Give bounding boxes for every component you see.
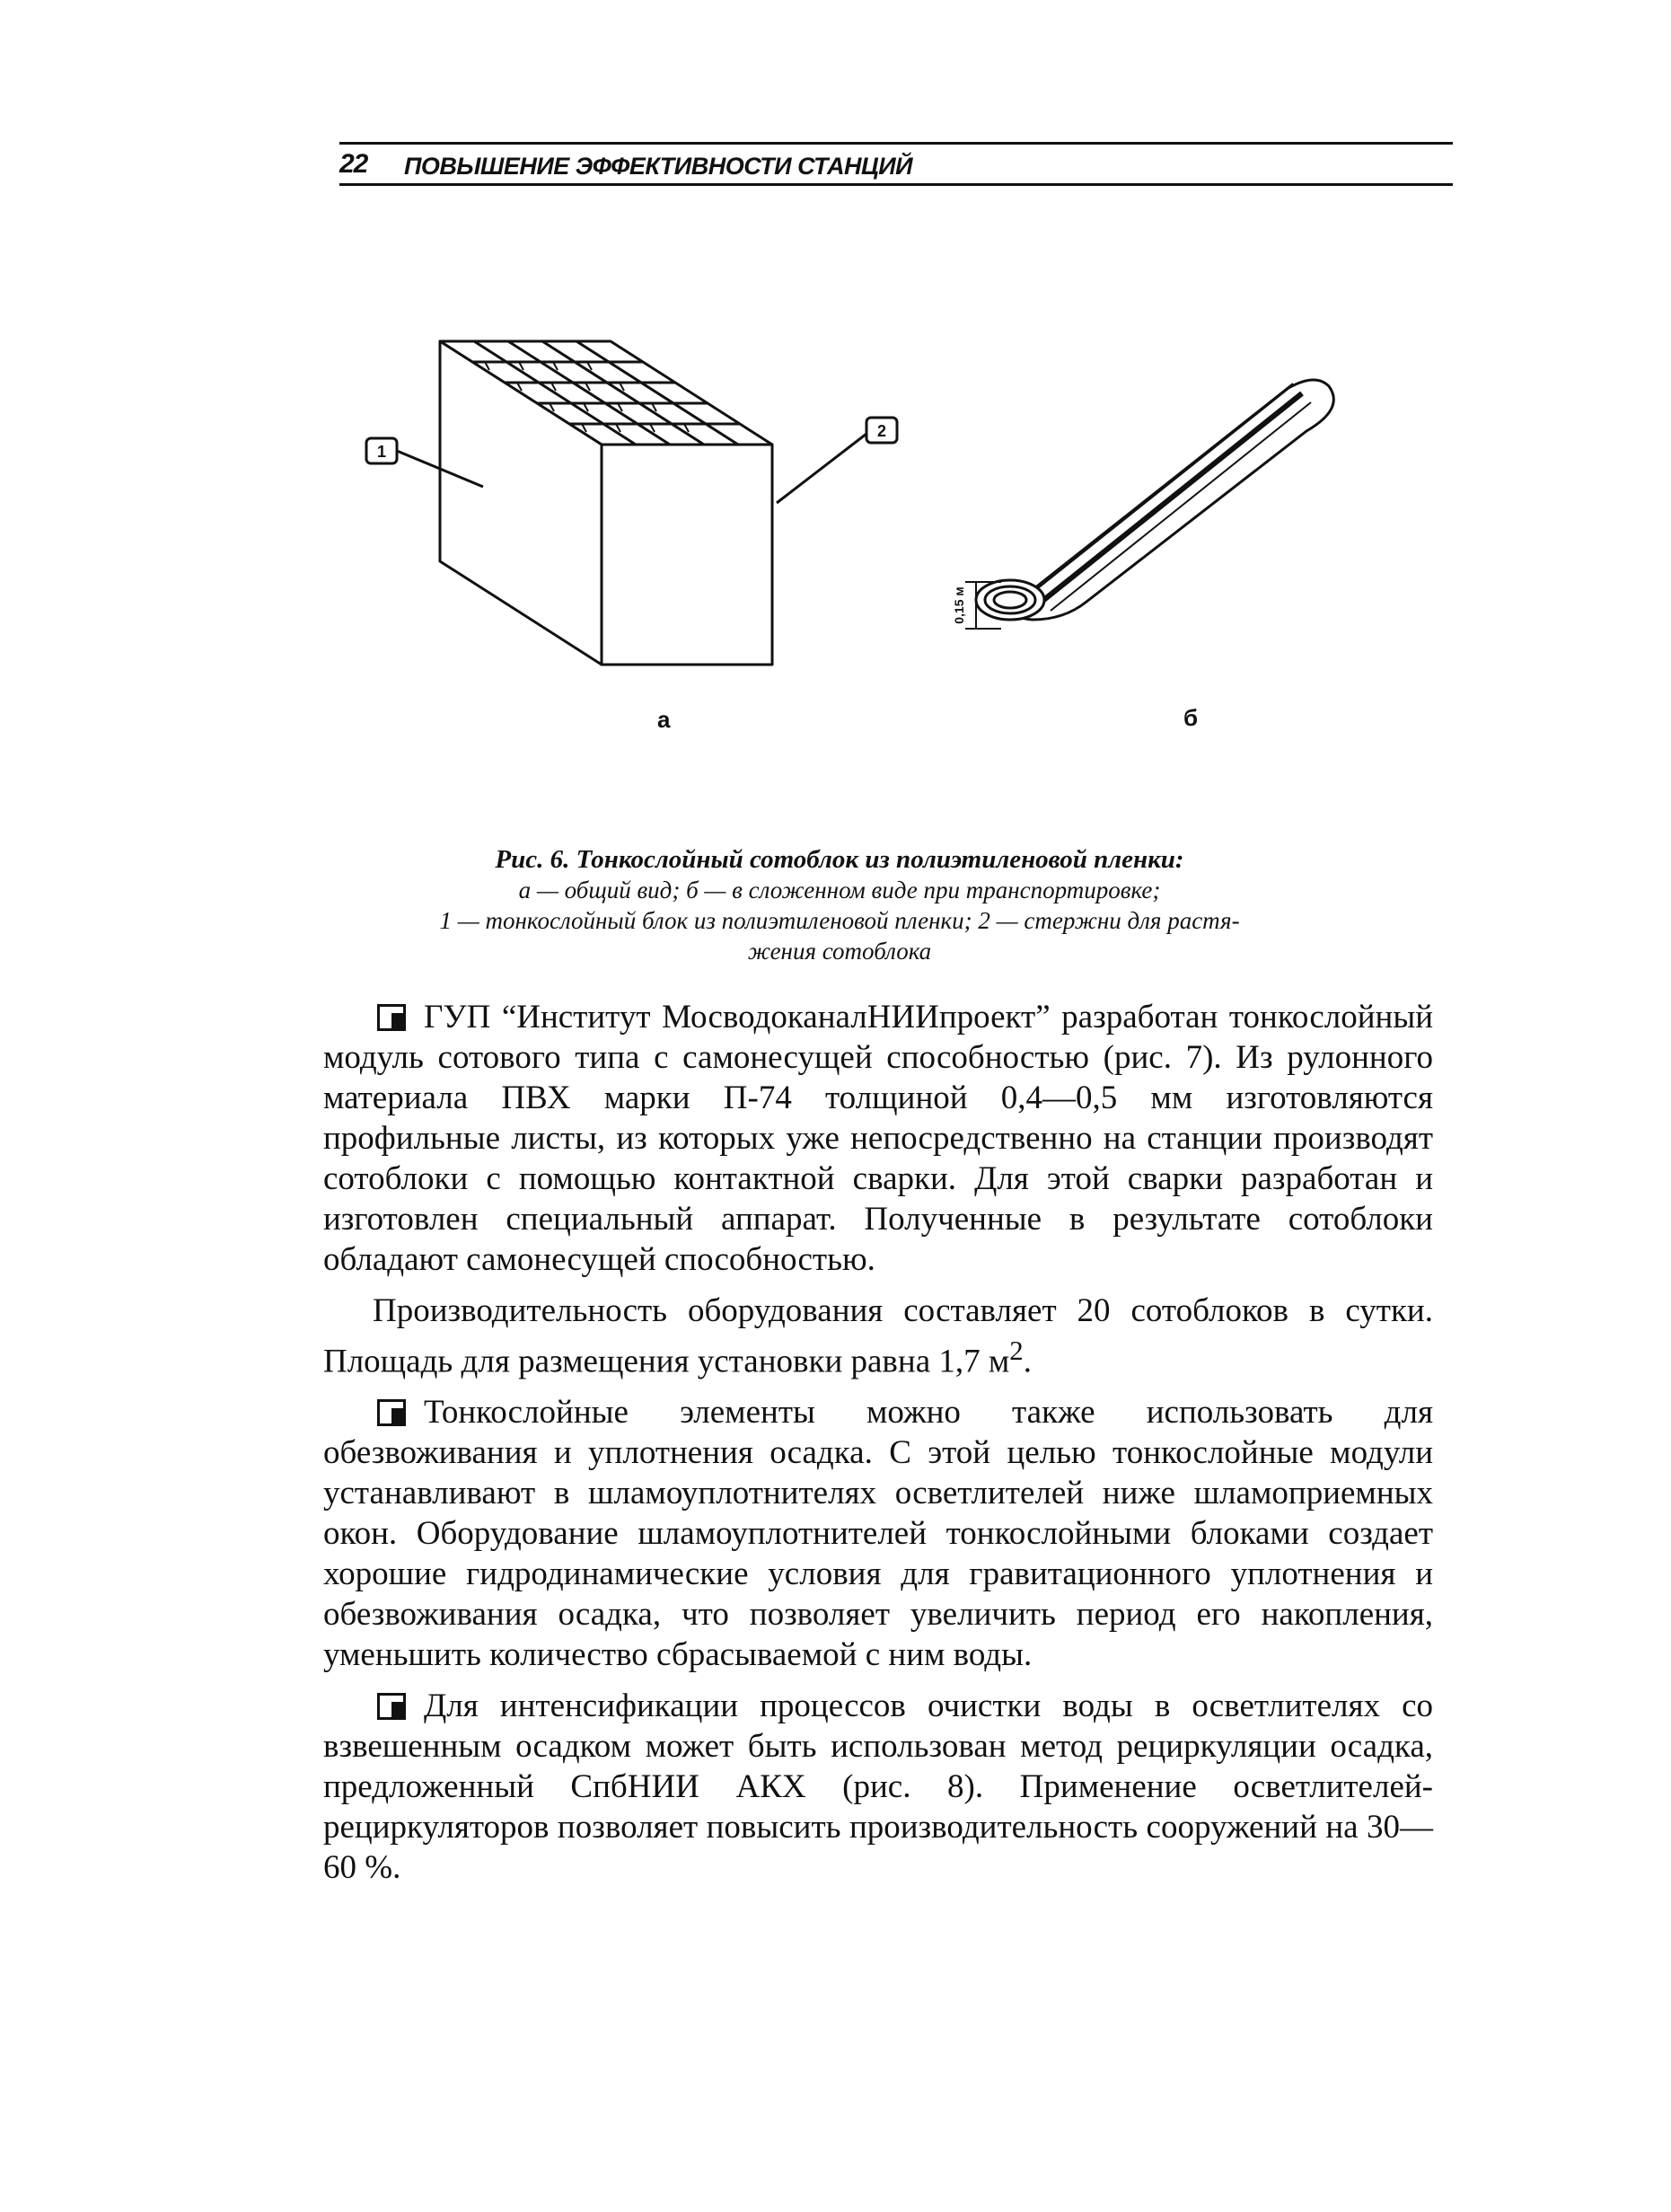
body-text [323, 997, 1433, 1899]
figure-label-a: а [657, 706, 671, 733]
paragraph-1-text: ГУП “Институт МосводоканалНИИпроект” разработан тонкослойный модуль сотового типа с самонесущей способностью (рис. 7). Из рулонного материала ПВХ марки П-74 толщиной 0,4—0,5 мм изготовляются профильные листы, из которых уже непосредственно на станции производят сотоблоки с помощью контактной сварки. Для этой сварки разработан и изготовлен специальный аппарат. Полученные в результате сотоблоки обладают самонесущей способностью. [323, 999, 1433, 1278]
caption-line-3: жения сотоблока [747, 938, 932, 965]
callout-2-number: 2 [876, 422, 887, 440]
running-header [339, 142, 1453, 187]
paragraph-4 [323, 1686, 1433, 1888]
checkbox-bullet-icon [377, 1399, 408, 1426]
dimension-label: 0,15 м [952, 586, 966, 624]
caption-line-2: 1 — тонкослойный блок из полиэтиленовой пленки; 2 — стержни для растя- [439, 907, 1240, 934]
figure-6 [350, 332, 1428, 763]
figure-caption [341, 844, 1338, 966]
figure-drawing [350, 332, 1428, 763]
callout-1-number: 1 [376, 443, 387, 461]
superscript: 2 [1009, 1335, 1024, 1366]
paragraph-2-end: . [1023, 1343, 1032, 1380]
caption-line-1: а — общий вид; б — в сложенном виде при транспортировке; [518, 877, 1161, 903]
folded-film-roll [965, 380, 1333, 629]
paragraph-1 [323, 997, 1433, 1280]
checkbox-bullet-icon [377, 1004, 408, 1031]
paragraph-2 [323, 1291, 1433, 1381]
paragraph-4-text: Для интенсификации процессов очистки воды в осветлителях со взвешенным осадком может быть использован метод рециркуляции осадка, предложенный СпбНИИ АКХ (рис. 8). Применение осветлителей-рециркуляторов позволяет повысить производительность сооружений на 30—60 %. [323, 1688, 1433, 1887]
paragraph-3 [323, 1392, 1433, 1675]
header-rule-bottom [339, 183, 1453, 186]
header-rule-top [339, 142, 1453, 145]
running-title: ПОВЫШЕНИЕ ЭФФЕКТИВНОСТИ СТАНЦИЙ [404, 153, 913, 180]
caption-title: Рис. 6. Тонкослойный сотоблок из полиэтиленовой пленки: [495, 845, 1184, 874]
paragraph-3-text: Тонкослойные элементы можно также использовать для обезвоживания и уплотнения осадка. С этой целью тонкослойные модули устанавливают в шламоуплотнителях осветлителей ниже шламоприемных окон. Оборудование шламоуплотнителей тонкослойными блоками создает хорошие гидродинамические условия для гравитационного уплотнения и обезвоживания осадка, что позволяет увеличить период его накопления, уменьшить количество сбрасываемой с ним воды. [323, 1394, 1433, 1674]
honeycomb-block [440, 341, 772, 665]
checkbox-bullet-icon [377, 1693, 408, 1720]
paragraph-2-text: Производительность оборудования составляет 20 сотоблоков в сутки. Площадь для размещения установки равна 1,7 м [323, 1292, 1433, 1380]
page-number: 22 [339, 149, 368, 179]
figure-label-b: б [1183, 704, 1199, 731]
